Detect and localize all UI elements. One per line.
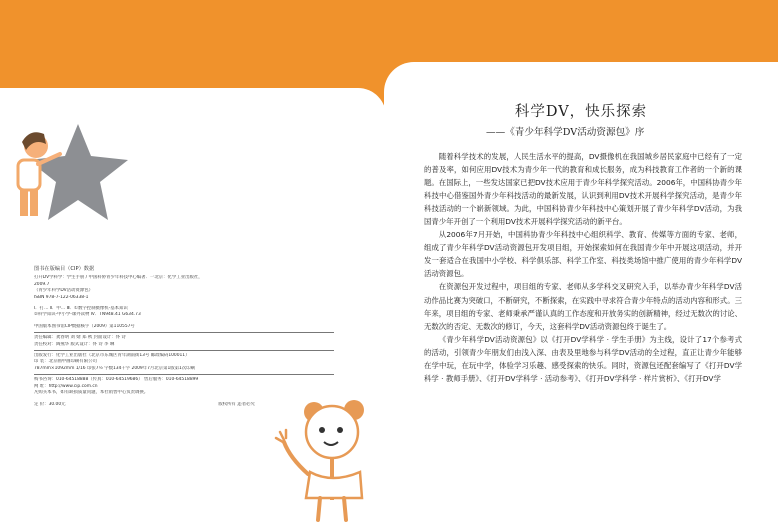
preface-title: 科学DV，快乐探索 (514, 104, 648, 120)
staff-line: 责任编辑：龚春明 刘 婧 郑 秋 封面设计：佟 诗 (34, 335, 126, 341)
divider (34, 374, 334, 375)
publisher-line: 出版发行：化学工业出版社（北京市东城区青年湖南街13号 邮政编码100011） (34, 353, 190, 359)
paragraph: 从2006年7月开始，中国科协青少年科技中心组织科学、教育、传媒等方面的专家、老师，组成了青少年科学DV活动资源包开发项目组，开始探索如何在我国青少年中开展这项活动，并开发一套适合在我国中小学校、科学俱乐部、科学工作室、科技类场馆中推广使用的青少年科学DV活动资源包。 (424, 230, 742, 279)
divider (34, 332, 334, 333)
price: 定 价：30.00元 (34, 401, 66, 407)
cip-line: 2009.7 (34, 281, 50, 287)
service-line: 购书咨询：010-64518888（传真：010-64519686） 售后服务：010-64518899 (34, 377, 199, 383)
cip-line: Ⅰ．打… Ⅱ．中… Ⅲ．①数字控制摄像机-基本知识 (34, 306, 128, 312)
child-with-star-illustration (8, 116, 138, 236)
service-line: 网 址：http://www.cip.com.cn (34, 383, 98, 389)
service-line: 凡购买本书，如有缺损质量问题，本社销售中心负责调换。 (34, 390, 149, 396)
cip-line: （青少年科学DV活动资源包） (34, 288, 93, 294)
preface-body (424, 150, 742, 385)
publisher-line: 787mm×1092mm 1/16 印张7½ 字数134千字 2009年7月北京第1版第1次印刷 (34, 365, 196, 371)
rights-notice: 版权所有 违者必究 (218, 401, 255, 407)
cip-data-block (34, 266, 334, 408)
cip-line: ISBN 978-7-122-06338-1 (34, 294, 89, 300)
paragraph: 随着科学技术的发展，人民生活水平的提高，DV摄像机在我国城乡居民家庭中已经有了一定的普及率，如何应用DV技术为青少年一代的教育和成长服务，成为科技教育工作者的一个新的课题。在国际上，一些发达国家已把DV技术应用于青少年科学探究活动。2006年，中国科协青少年科技中心借鉴国外青少年科技活动的最新发展，认识到利用DV技术开展科学探究活动，是青少年科技活动的一个崭新领域。为此，中国科协青少年科技中心策划开展了青少年科学DV活动，为我国青少年开创了一个利用DV技术开展科学探究活动的新平台。 (424, 152, 742, 227)
price-line (34, 402, 334, 408)
cip-line: 中国版本图书馆CIP数据核字（2009）第110557号 (34, 323, 135, 329)
cip-line: ②科学知识-中小学-课外读物 Ⅳ．TN948.41 G634.73 (34, 312, 141, 318)
preface-subtitle: ——《青少年科学DV活动资源包》序 (486, 127, 645, 138)
publisher-line: 印 装：北京画中画印刷有限公司 (34, 359, 97, 365)
paragraph: 在资源包开发过程中，项目组的专家、老师从多学科交叉研究入手，以举办青少年科学DV活动作品比赛为突破口，不断研究，不断探索，在实践中寻求符合青少年特点的活动内容和形式。三年来，项目组的专家、老师秉承严谨认真的工作态度和开放务实的创新精神，经过无数次的讨论、无数次的否定、无数次的修订，今天，这套科学DV活动资源包终于诞生了。 (424, 282, 742, 331)
girl-waving-illustration (270, 388, 390, 524)
staff-line: 责任校对：陶燕华 版式设计：佟 诗 李 琳 (34, 341, 115, 347)
cip-title: 图书在版编目（CIP）数据 (34, 266, 95, 272)
divider (34, 350, 334, 351)
cip-line: 打开DV学科学：学生手册 / 中国科协青少年科技中心编著．一北京：化学工业出版社， (34, 275, 203, 281)
paragraph: 《青少年科学DV活动资源包》以《打开DV学科学 · 学生手册》为主线，设计了17个参考式的活动，引领青少年朋友们由浅入深、由表及里地参与科学DV活动的全过程，直正让青少年能够在学中玩，在玩中学，体验学习乐趣、感受探索的快乐。同时，资源包还配套编写了《打开DV学科学 · 教师手册》、《打开DV学科学 · 活动参考》、《打开DV学科学 · 样片赏析》、《打开DV学 (424, 334, 742, 383)
